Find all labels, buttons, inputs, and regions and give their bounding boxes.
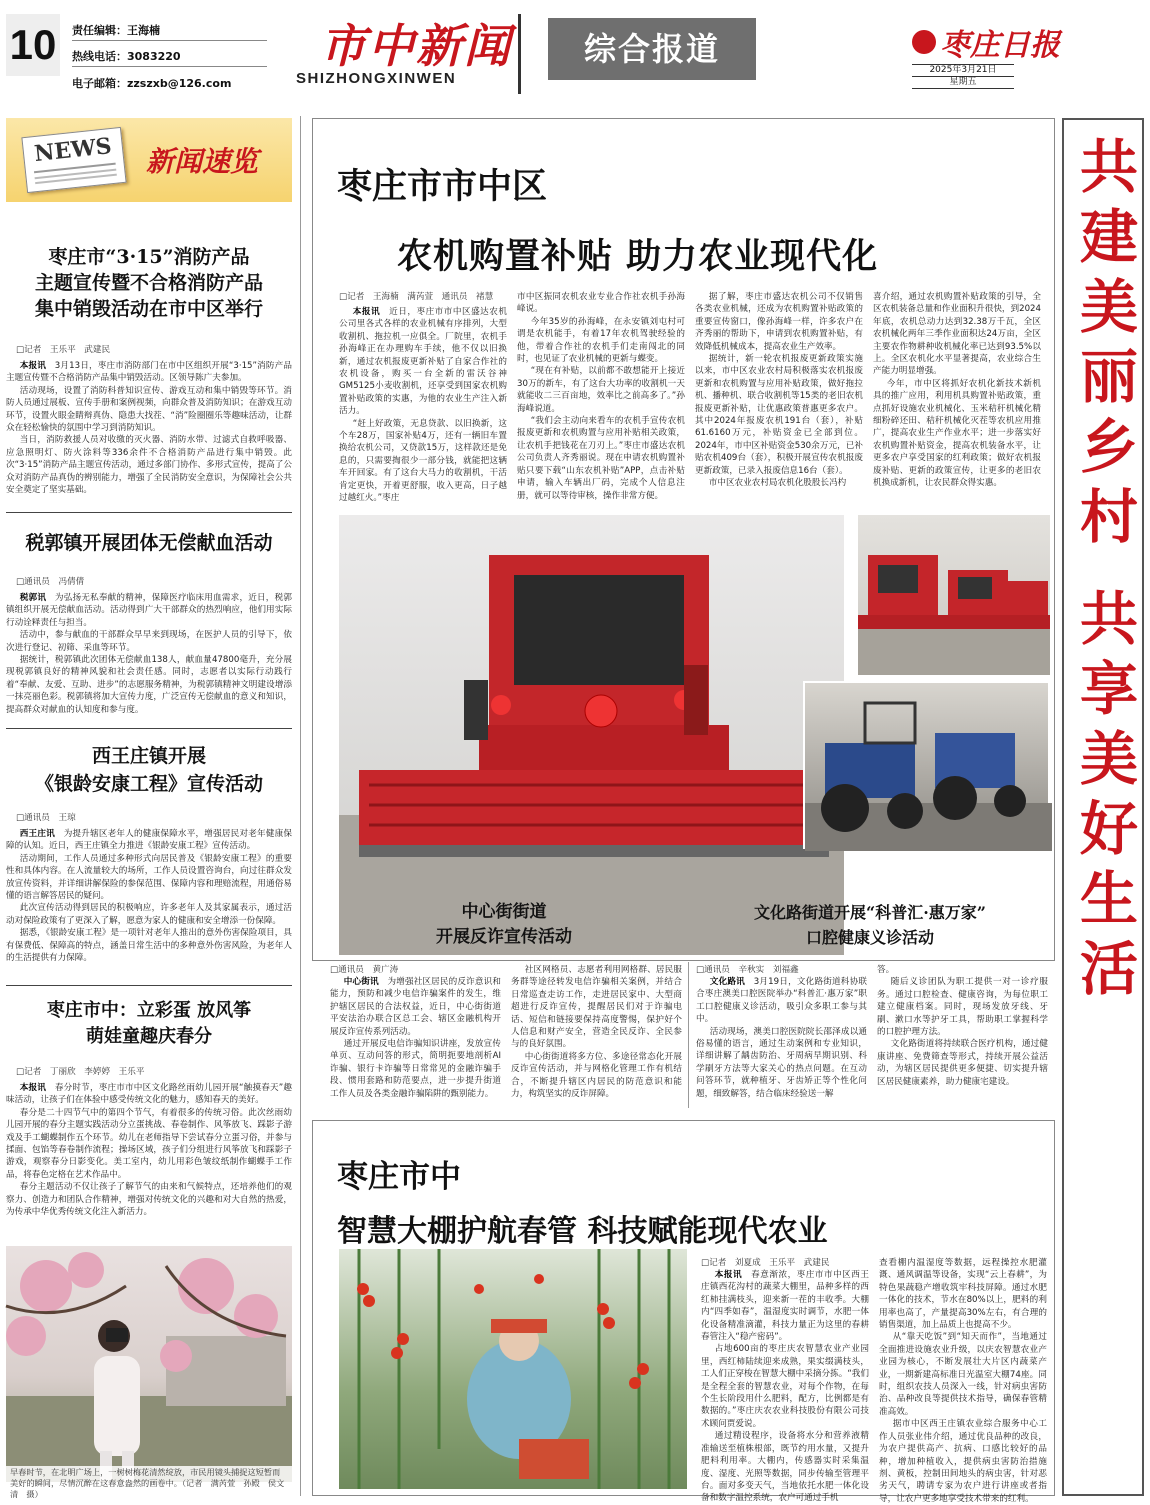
- caption-credit: （记者 满芮萱 孙殿 侯文清 摄）: [10, 1478, 285, 1499]
- plum-blossom-illustration: [6, 1246, 292, 1482]
- article-byline: □通讯员 王琼: [16, 813, 76, 823]
- article-title: [6, 742, 292, 798]
- paragraph: 通过精设程序，设备将水分和营养液精准输送至植株根部，既节约用水量，又提升肥料利用率。大棚内，传感器实时采集温度、湿度、光照等数据，同步传输至管理平台。面对多变天气，当地依托水肥一体化设备和数字温控系统，农户可通过手机: [701, 1431, 869, 1504]
- divider: [6, 512, 292, 513]
- news-brief-label: 新闻速览: [146, 145, 259, 178]
- title-line: 智慧大棚护航春管 科技赋能现代农业: [337, 1214, 828, 1249]
- lead-tag: 本报讯: [352, 307, 381, 317]
- left-article: [6, 530, 292, 724]
- paragraph: 通过开展反电信诈骗知识讲座，发放宣传单页、互动问答的形式，简明扼要地剖析AI诈骗、银行卡诈骗等日常常见的金融诈骗手段、惯用套路和防范要点，进一步提升街道工作人员及各类金融诈骗陷阱的甄别能力。: [330, 1039, 501, 1099]
- paper-name: 枣庄日报: [940, 28, 1060, 63]
- paper-logo: [912, 20, 1060, 64]
- bottom-story-title: [337, 1151, 1037, 1250]
- left-article: [6, 244, 292, 510]
- paragraph: 为增强社区居民的反诈意识和能力，预防和减少电信诈骗案件的发生，维护辖区居民的合法权益，近日，中心街街道平安法治办联合区总工会、辖区金融机构开展反诈宣传系列活动。: [330, 977, 501, 1037]
- article-title: [6, 530, 292, 556]
- article-byline: □通讯员 冯倩倩: [16, 577, 85, 587]
- title-line: 文化路街道开展“科普汇·惠万家”: [754, 903, 986, 922]
- news-brief-banner: [6, 118, 292, 202]
- text-column: [879, 1257, 1047, 1504]
- article-body: [6, 1082, 292, 1250]
- lead-tag: 税郭讯: [19, 593, 47, 603]
- title-line: 农机购置补贴 助力农业现代化: [397, 236, 879, 277]
- editor-line: 责任编辑：王海楠: [72, 24, 160, 37]
- title-line: 枣庄市“3·15”消防产品: [48, 246, 250, 268]
- paragraph: 春分主题活动不仅让孩子了解节气的由来和气候特点，还培养他们的观察力、创造力和团队合作精神，增强对传统文化的兴趣和对大自然的热爱，为传承中华优秀传统文化注入新活力。: [6, 1182, 292, 1218]
- photo-caption: [6, 1466, 292, 1501]
- greenhouse-photo: [339, 1249, 687, 1489]
- article-byline: □通讯员 辛秋实 刘福鑫: [696, 965, 799, 975]
- paragraph: 据悉，《银龄安康工程》是一项针对老年人推出的意外伤害保险项目，具有保费低、保障高的特点，涵盖日常生活中的多种意外伤害风险，为老年人的生活提供有力保障。: [6, 928, 292, 964]
- paragraph: 据市中区西王庄镇农业综合服务中心工作人员张业伟介绍，通过优良品种的改良，为农户提供高产、抗病、口感比较好的品种，增加种植收入，提供病虫害防治措施剂、黄板，控制田间地头的病虫害，针对恶劣天气，聘请专家为农户进行讲座或者指导，让农户更多地享受技术带来的红利。: [879, 1419, 1047, 1504]
- hotline: 热线电话：3083220: [72, 50, 181, 63]
- paragraph: 活动现场，澳美口腔医院院长邵泽成以通俗易懂的语言，通过生动案例和专业知识，详细讲解了龋齿防治、牙周病早期识别、科学刷牙方法等大家关心的热点问题。在互动问答环节，就种植牙、牙齿矫正等个性化问题，细致解答，结合临床经验送一解: [696, 1026, 867, 1099]
- mid-article-right: [690, 900, 1050, 950]
- title-line: 枣庄市中：立彩蛋 放风筝: [46, 1000, 252, 1021]
- paragraph: 市中区振同农机农业专业合作社农机手孙海峰说。: [517, 292, 685, 315]
- paragraph: 随后义诊团队为职工提供一对一诊疗服务。通过口腔检查、健康咨询，为每位职工建立健康档案。同时，现场发放牙线、牙刷、漱口水等护牙工具，帮助职工掌握科学的口腔护理方法。: [877, 977, 1048, 1038]
- email: 电子邮箱：zzszxb@126.com: [72, 77, 232, 90]
- paragraph: 近日，枣庄市市中区盛达农机公司里各式各样的农业机械有序排列，大型收割机、拖拉机一应俱全。厂院里，农机手孙海峰正在办理购车手续，他不仅以旧换新，通过农机报废更新补贴了自家合作社的农机设备，购买一台全新的雷沃谷神GM5125小麦收割机，还享受到国家农机购置补贴政策的实惠，为他的农业生产注入新活力。: [339, 307, 507, 417]
- text-column: [511, 964, 682, 1106]
- lead-tag: 本报讯: [19, 361, 46, 371]
- paragraph: 据统计，税郭镇此次团体无偿献血138人，献血量47800毫升，充分展现税郭镇良好的精神风貌和社会责任感。同时，志愿者以实际行动践行着“奉献、友爱、互助、进步”的志愿服务精神，为税郭镇精神文明建设增添一抹亮丽色彩。税郭镇将加大宣传力度，广泛宣传无偿献血的意义和知识，提高群众对献血的认知度和参与度。: [6, 655, 292, 715]
- column-name-pinyin: SHIZHONGXINWEN: [296, 70, 457, 87]
- title-line: 开展反诈宣传活动: [436, 927, 572, 947]
- left-article: [6, 998, 292, 1250]
- paragraph: “我们会主动向来看车的农机手宣传农机报废更新和农机购置与应用补贴相关政策，让农机手把钱花在刀刃上。”枣庄市盛达农机公司负责人齐秀丽说。现在申请农机购置补贴只要下载“山东农机补贴”APP，点击补贴申请，输入车辆出厂码，完成个人信息注册，就可以等待审核，操作非常方便。: [517, 416, 685, 501]
- title-line: 主题宣传暨不合格消防产品: [34, 272, 263, 294]
- title-line: 税郭镇开展团体无偿献血活动: [25, 532, 273, 554]
- left-article: [6, 742, 292, 996]
- paragraph: “赶上好政策，无息贷款、以旧换新，这个车28万，国家补贴4万，还有一辆旧车置换给农机公司，又贷款15万，这样款还是免息的，只需要掏很少一部分钱，就能把这辆车开回家。有了这台大马力的收割机，干活肯定更快，开着更舒服，收入更高，日子越过越红火。”枣庄: [339, 418, 507, 504]
- text-column: [877, 964, 1048, 1106]
- column-name: 市中新闻: [320, 19, 512, 73]
- caption-text: 早春时节，在北明广场上，一树树梅花清然绽放，市民用镜头捕捉这短暂而美好的瞬间，尽情沉醉在这春意盎然的画卷中。: [10, 1467, 281, 1488]
- lead-tag: 西王庄讯: [19, 829, 55, 839]
- harvester-photo: [339, 515, 844, 955]
- issue-date: 2025年3月21日: [912, 64, 1014, 77]
- article-title: [330, 900, 678, 950]
- text-column: [696, 964, 867, 1106]
- paragraph: 喜介绍，通过农机购置补贴政策的引导，全区农机装备总量和作业面积升很快，到2024年底，农机总动力达到32.38万千瓦，全区农机械化两年三季作业面积达24万亩，全区主要农作物耕种收机械化率已达到93.5%以上。全区农机化水平显著提高，农业综合生产能力明显增强。: [873, 292, 1041, 377]
- masthead-bar: [518, 14, 521, 94]
- paragraph: 当日，消防救援人员对收缴的灭火器、消防水带、过滤式自救呼吸器、应急照明灯、防火涂料等336余件不合格消防产品进行集中销毁。此次“3·15”消防产品主题宣传活动，通过多部门协作、多形式宣传，提高了公众对消防产品真伪的辨别能力，增强了全民消防安全意识，为保障社会公共安全奠定了坚实基础。: [6, 435, 292, 496]
- title-line: 中心街街道: [461, 902, 547, 922]
- harvester-row-photo: [858, 515, 1050, 675]
- article-body: [6, 828, 292, 996]
- bottom-story: [312, 1120, 1055, 1504]
- article-byline: □记者 丁丽欣 李婷婷 王乐平: [16, 1067, 145, 1077]
- article-byline: □记者 刘夏成 王乐平 武建民: [701, 1258, 830, 1268]
- sun-icon: [912, 30, 936, 54]
- paragraph: 社区网格员、志愿者利用网格群、居民服务群等途径转发电信诈骗相关案例，并结合日常巡查走访工作，走进居民家中、大型商超进行反诈宣传，提醒居民们对于诈骗电话、短信和链接要保持高度警惕，保护好个人信息和财产安全，营造全民反诈、全民参与的良好氛围。: [511, 965, 682, 1050]
- divider: [6, 728, 292, 729]
- title-line: 集中销毁活动在市中区举行: [34, 298, 263, 320]
- tractors-illustration: [805, 683, 1052, 851]
- lead-tag: 本报讯: [714, 1270, 743, 1280]
- column-separator: [300, 116, 301, 1496]
- title-line: 《银龄安康工程》宣传活动: [34, 773, 263, 795]
- paragraph: 活动中，参与献血的干部群众早早来到现场，在医护人员的引导下，依次进行登记、初筛、采血等环节。: [6, 630, 292, 653]
- title-line: 西王庄镇开展: [91, 745, 206, 767]
- article-byline: □记者 王海楠 满芮萱 通讯员 褚慧: [339, 292, 494, 302]
- article-body: [6, 360, 292, 510]
- page-number: 10: [6, 14, 62, 76]
- title-line: 枣庄市中: [337, 1159, 461, 1195]
- lead-tag: 本报讯: [19, 1083, 47, 1093]
- paragraph: 活动现场，设置了消防科普知识宣传、游戏互动和集中销毁等环节。消防人员通过展板、宣传手册和案例视频，向群众普及消防知识；在游戏互动环节，设置火眼金睛辩真伪、隐患大找茬、“消”险圈圈乐等趣味活动，让群众在轻松愉快的氛围中学习到消防知识。: [6, 385, 292, 434]
- paragraph: 今年，市中区将抓好农机化新技术新机具的推广应用，利用机具购置补贴政策，重点抓好设施农业机械化、玉米秸秆机械化精细粉碎还田、秸秆机械化灭茬等农机应用推广，提高农业生产作业水平；进一步落实好农机购置补贴资金，提高农机装备水平，让更多农户享受国家的红利政策；做好农机报废补贴、更新的政策宣传，让更多的老旧农机换成新机，让农民群众得实惠。: [873, 378, 1041, 489]
- news-badge: NEWS: [33, 133, 113, 168]
- text-column: [330, 964, 501, 1106]
- paragraph: 为提升辖区老年人的健康保障水平，增强居民对老年健康保障的认知。近日，西王庄镇全力推进《银龄安康工程》宣传活动。: [6, 829, 292, 852]
- article-title: [6, 244, 292, 322]
- combine-harvester-illustration: [339, 515, 844, 955]
- paragraph: 此次宣传活动得到居民的积极响应，许多老年人及其家属表示，通过活动对保险政策有了更深入了解，愿意为家人的健康和安全增添一份保障。: [6, 903, 292, 926]
- paragraph: “现在有补贴，以前都不敢想能开上接近30万的新车，有了这台大功率的收割机一天就能收二三百亩地，效率比之前高多了。”孙海峰说道。: [517, 366, 685, 414]
- column-separator: [688, 962, 689, 1108]
- paragraph: 从“靠天吃饭”到“知天而作”，当地通过全面推进设施农业升级，以庆农智慧农业产业园为核心，不断发展壮大片区内蔬菜产业，一期新建高标准日光温室大棚74座。同时，组织农技人员深入一线，针对病虫害防治、品种改良等提供技术指导，确保春管精准高效。: [879, 1332, 1047, 1417]
- paragraph: 据统计，新一轮农机报废更新政策实施以来，市中区农业农村局积极落实农机报废更新和农机购置与应用补贴政策，做好拖拉机、播种机、联合收割机等15类的老旧农机报废更新补贴，让优惠政策普惠更多农户。其中2024年报废农机191台（套），补贴61.6160万元，补贴资金已全部到位。2024年，市中区补贴资金530余万元，已补贴农机409台（套），积极开展宣传农机报废更新政策，已录入报废信息16台（套）。: [695, 354, 863, 476]
- slogan-box: [1062, 118, 1144, 1496]
- lead-tag: 文化路讯: [709, 977, 745, 987]
- article-byline: □通讯员 黄广涛: [330, 965, 399, 975]
- paragraph: 今年35岁的孙海峰，在永安镇刘屯村可谓是农机能手，有着17年农机驾驶经验的他，带着合作社的农机手们走南闯北的同时，也见证了农业机械的更新与蝶变。: [517, 316, 685, 365]
- plum-blossom-photo: [6, 1246, 292, 1482]
- tractors-photo: [803, 681, 1050, 849]
- paragraph: 3月13日，枣庄市消防部门在市中区组织开展“3·15”消防产品主题宣传暨不合格消防产品集中销毁活动。区领导陈广夫参加。: [6, 361, 292, 384]
- lead-story-title: [337, 159, 1037, 279]
- title-line: 枣庄市市中区: [337, 166, 548, 207]
- issue-weekday: 星期五: [912, 77, 1014, 89]
- masthead-divider: [72, 40, 267, 41]
- slogan-text: 共建美丽乡村 共享美好生活: [1070, 136, 1138, 1009]
- article-title: [6, 998, 292, 1050]
- article-byline: □记者 王乐平 武建民: [16, 345, 111, 355]
- lead-tag: 中心街讯: [343, 977, 379, 987]
- bottom-story-body: [701, 1257, 1047, 1504]
- paragraph: 占地600亩的枣庄庆农智慧农业产业园里，西红柿陆续迎来成熟，果实缀满枝头，工人们正穿梭在智慧大棚中采摘分拣。“我们是全程全套的智慧农业，对每个作物，在每个生长阶段用什么肥料，配方，比例都是有数据的。”枣庄庆农农业科技股份有限公司技术顾问贾爱说。: [701, 1344, 869, 1429]
- paragraph: 3月19日，文化路街道科协联合枣庄澳美口腔医院举办“科普汇·惠万家”职工口腔健康义诊活动，吸引众多职工参与其中。: [696, 977, 867, 1025]
- divider: [6, 985, 292, 986]
- title-line: 萌娃童趣庆春分: [86, 1026, 212, 1047]
- mid-article-left: [330, 900, 678, 950]
- lead-story: [312, 118, 1055, 961]
- section-title: 综合报道: [548, 18, 756, 80]
- paragraph: 查看棚内温湿度等数据，远程操控水肥灌溉、通风调温等设备，实现“云上春耕”，为特色果蔬稳产增收筑牢科技屏障。通过水肥一体化的技术，节水在80%以上，肥料的利用率也高了，产量提高30%左右，有合理的销售渠道，加上品质上也提高不少。: [879, 1258, 1047, 1331]
- paragraph: 文化路街道将持续联合医疗机构，通过健康讲座、免费筛查等形式，持续开展公益活动，为辖区居民提供更多便捷、切实提升辖区居民健康素养，助力健康宅建设。: [877, 1039, 1048, 1087]
- paragraph: 中心街街道将多方位、多途径常态化开展反诈宣传活动，并与网格化管理工作有机结合，不断提升辖区内居民的防范意识和能力，构筑坚实的反诈屏障。: [511, 1051, 682, 1100]
- mid-article-right-body: [696, 964, 1048, 1106]
- mid-article-left-body: [330, 964, 682, 1106]
- paragraph: 市中区农业农村局农机化股股长冯杓: [708, 478, 847, 489]
- paragraph: 答。: [877, 965, 895, 975]
- paragraph: 为弘扬无私奉献的精神，保障医疗临床用血需求，近日，税郭镇组织开展无偿献血活动。活动得到广大干部群众的热烈响应，他们用实际行动诠释责任与担当。: [6, 593, 292, 628]
- paragraph: 春分是二十四节气中的第四个节气，有着很多的传统习俗。此次丝雨幼儿园开展的春分主题实践活动分立蛋挑战、春卷制作、风筝放飞、踩影子游戏及手工蝴蝶制作五个环节。幼儿在老师指导下尝试春分立蛋习俗，并参与揉面、包馅等春卷制作流程；操场区域，孩子们分组进行风筝放飞和踩影子游戏，观察春分日影变化。美工室内，幼儿用彩色皱纹纸制作蝴蝶手工作品，将春色定格在艺术作品中。: [6, 1107, 292, 1180]
- paragraph: 春分时节，枣庄市市中区文化路丝雨幼儿园开展“触摸春天”趣味活动，让孩子们在体验中感受传统文化的魅力，感知春天的美好。: [6, 1083, 292, 1106]
- text-column: [701, 1257, 869, 1504]
- newspaper-icon: [21, 127, 126, 193]
- masthead: [0, 0, 1150, 110]
- title-line: 口腔健康义诊活动: [805, 928, 934, 947]
- harvesters-illustration: [858, 515, 1050, 675]
- article-title: [690, 900, 1050, 950]
- masthead-divider: [72, 66, 267, 67]
- paragraph: 活动期间，工作人员通过多种形式向居民普及《银龄安康工程》的重要性和具体内容。在人流量较大的场所，工作人员设置咨询台，向过往群众发放宣传资料，并详细讲解保险的参保范围、保障内容和理赔流程，用通俗易懂的语言解答居民的疑问。: [6, 853, 292, 902]
- paragraph: 据了解，枣庄市盛达农机公司不仅销售各类农业机械，还成为农机购置补贴政策的重要宣传窗口，像孙海峰一样，许多农户在齐秀丽的帮助下，申请到农机购置补贴，有效降低机械成本，提高农业生产效率。: [695, 292, 863, 352]
- article-body: [6, 592, 292, 724]
- paragraph: 春意渐浓，枣庄市市中区西王庄镇西花沟村的蔬菜大棚里，品种多样的西红柿挂满枝头，迎来新一茬的丰收季。大棚内“四季如春”，温湿度实时调节，水肥一体化设备精准滴灌，科技力量正为这里的春耕春管注入“稳产密码”。: [701, 1270, 869, 1343]
- tomato-greenhouse-illustration: [339, 1249, 687, 1489]
